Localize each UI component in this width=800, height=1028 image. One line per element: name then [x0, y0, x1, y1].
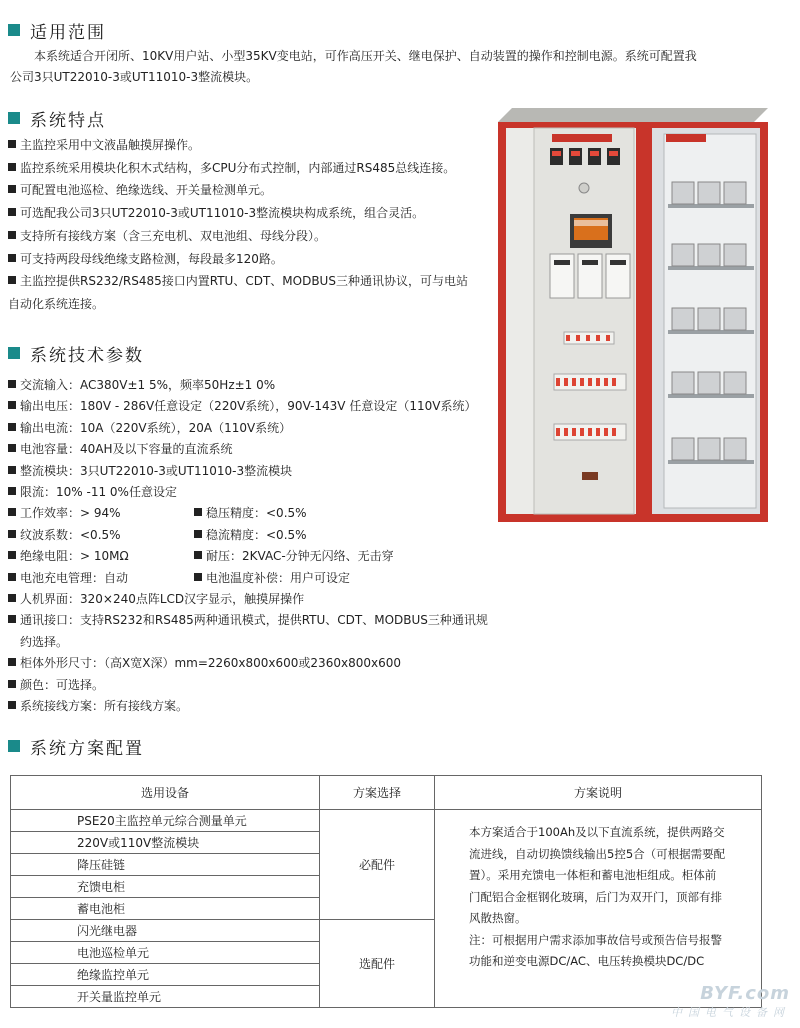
spec-current-limit: 限流：10% -11 0%任意设定 [8, 482, 508, 503]
bullet-icon [8, 231, 16, 239]
section-title: 系统方案配置 [30, 738, 144, 759]
bullet-icon [8, 466, 16, 474]
bullet-icon [194, 508, 202, 516]
bullet-icon [8, 444, 16, 452]
section-heading-config [8, 735, 144, 757]
section-title: 系统特点 [30, 110, 106, 131]
header-choice: 方案选择 [320, 776, 435, 810]
bullet-icon [8, 508, 16, 516]
table-cell-equipment: 降压硅链 [11, 854, 320, 876]
spec-wiring: 系统接线方案：所有接线方案。 [8, 696, 508, 717]
description-paragraph-1: 本方案适合于100Ah及以下直流系统，提供两路交流进线，自动切换馈线输出5控5合（可根据需要配置）。采用充馈电一体柜和蓄电池柜组成。柜体前门配铝合金框钢化玻璃，后门为双开门，顶部有排风散热窗。 [469, 825, 726, 925]
scope-line-1: 本系统适合开闭所、10KV用户站、小型35KV变电站，可作高压开关、继电保护、自动装置的操作和控制电源。系统可配置我 [34, 49, 697, 63]
bullet-icon [8, 551, 16, 559]
header-description: 方案说明 [435, 776, 762, 810]
spec-rectifier: 整流模块：3只UT22010-3或UT11010-3整流模块 [8, 461, 508, 482]
scope-line-2: 公司3只UT22010-3或UT11010-3整流模块。 [10, 70, 259, 84]
spec-comm: 通讯接口：支持RS232和RS485两种通讯模式，提供RTU、CDT、MODBUS三种通讯规约选择。 [8, 610, 508, 653]
section-heading-scope [8, 19, 106, 41]
bullet-icon [8, 573, 16, 581]
table-cell-equipment: 绝缘监控单元 [11, 964, 320, 986]
cabinet-illustration [492, 104, 768, 522]
cabinet-top [498, 108, 768, 122]
bullet-icon [8, 276, 16, 284]
header-equipment: 选用设备 [11, 776, 320, 810]
spec-color: 颜色：可选择。 [8, 675, 508, 696]
bullet-icon [8, 423, 16, 431]
spec-pair-charge: 电池充电管理：自动 电池温度补偿：用户可设定 [8, 568, 508, 589]
list-item: 主监控提供RS232/RS485接口内置RTU、CDT、MODBUS三种通讯协议，可与电站 [8, 270, 488, 293]
bullet-icon [194, 551, 202, 559]
list-item: 可配置电池巡检、绝缘选线、开关量检测单元。 [8, 179, 488, 202]
watermark-main: BYF.com [700, 983, 790, 1004]
section-title: 适用范围 [30, 22, 106, 43]
section-heading-features [8, 107, 106, 129]
spec-output-current: 输出电流：10A（220V系统），20A（110V系统） [8, 418, 508, 439]
bullet-icon [8, 163, 16, 171]
config-table [10, 775, 762, 1008]
list-item: 监控系统采用模块化积木式结构，多CPU分布式控制，内部通过RS485总线连接。 [8, 157, 488, 180]
features-list [8, 134, 488, 316]
table-header-row [11, 776, 762, 810]
bullet-icon [8, 594, 16, 602]
bullet-icon [8, 254, 16, 262]
table-cell-equipment: 开关量监控单元 [11, 986, 320, 1008]
spec-pair-insulation: 绝缘电阻：> 10MΩ 耐压：2KVAC-分钟无闪络、无击穿 [8, 546, 508, 567]
bullet-icon [8, 208, 16, 216]
section-marker [8, 740, 20, 752]
spec-pair-ripple: 纹波系数：<0.5% 稳流精度：<0.5% [8, 525, 508, 546]
bullet-icon [8, 615, 16, 623]
spec-output-voltage: 输出电压：180V - 286V任意设定（220V系统），90V-143V 任意设定（110V系统） [8, 396, 508, 417]
bullet-icon [8, 487, 16, 495]
table-cell-equipment: 220V或110V整流模块 [11, 832, 320, 854]
section-marker [8, 112, 20, 124]
table-cell-equipment: 蓄电池柜 [11, 898, 320, 920]
spec-hmi: 人机界面：320×240点阵LCD汉字显示，触摸屏操作 [8, 589, 508, 610]
section-title: 系统技术参数 [30, 345, 144, 366]
watermark-sub: 中国电气设备网 [671, 1006, 790, 1019]
description-paragraph-2: 注：可根据用户需求添加事故信号或预告信号报警功能和逆变电源DC/AC、电压转换模块DC/DC [469, 932, 722, 968]
spec-ac-input: 交流输入：AC380V±1 5%，频率50Hz±1 0% [8, 375, 508, 396]
spec-dimensions: 柜体外形尺寸：（高X宽X深）mm=2260x800x600或2360x800x600 [8, 653, 508, 674]
table-row [11, 810, 762, 832]
bullet-icon [8, 658, 16, 666]
spec-battery-capacity: 电池容量：40AH及以下容量的直流系统 [8, 439, 508, 460]
bullet-icon [8, 185, 16, 193]
required-label: 必配件 [320, 810, 435, 920]
table-cell-equipment: 充馈电柜 [11, 876, 320, 898]
section-heading-specs [8, 342, 144, 364]
optional-label: 选配件 [320, 920, 435, 1008]
rectifier-modules [550, 254, 630, 298]
section-marker [8, 24, 20, 36]
list-item: 可选配我公司3只UT22010-3或UT11010-3整流模块构成系统，组合灵活。 [8, 202, 488, 225]
bullet-icon [194, 573, 202, 581]
table-cell-equipment: 闪光继电器 [11, 920, 320, 942]
bullet-icon [8, 680, 16, 688]
bullet-icon [8, 140, 16, 148]
table-cell-equipment: PSE20主监控单元综合测量单元 [11, 810, 320, 832]
specs-list [8, 375, 508, 718]
description-cell [435, 810, 762, 1008]
bullet-icon [8, 701, 16, 709]
scope-paragraph [10, 46, 790, 88]
list-item: 可支持两段母线绝缘支路检测，每段最多120路。 [8, 248, 488, 271]
watermark [671, 983, 790, 1020]
table-cell-equipment: 电池巡检单元 [11, 942, 320, 964]
bullet-icon [8, 530, 16, 538]
list-item-continuation: 自动化系统连接。 [8, 296, 105, 311]
bullet-icon [194, 530, 202, 538]
list-item: 主监控采用中文液晶触摸屏操作。 [8, 134, 488, 157]
spec-pair-efficiency: 工作效率：> 94% 稳压精度：<0.5% [8, 503, 508, 524]
bullet-icon [8, 401, 16, 409]
bullet-icon [8, 380, 16, 388]
section-marker [8, 347, 20, 359]
list-item: 支持所有接线方案（含三充电机、双电池组、母线分段）。 [8, 225, 488, 248]
